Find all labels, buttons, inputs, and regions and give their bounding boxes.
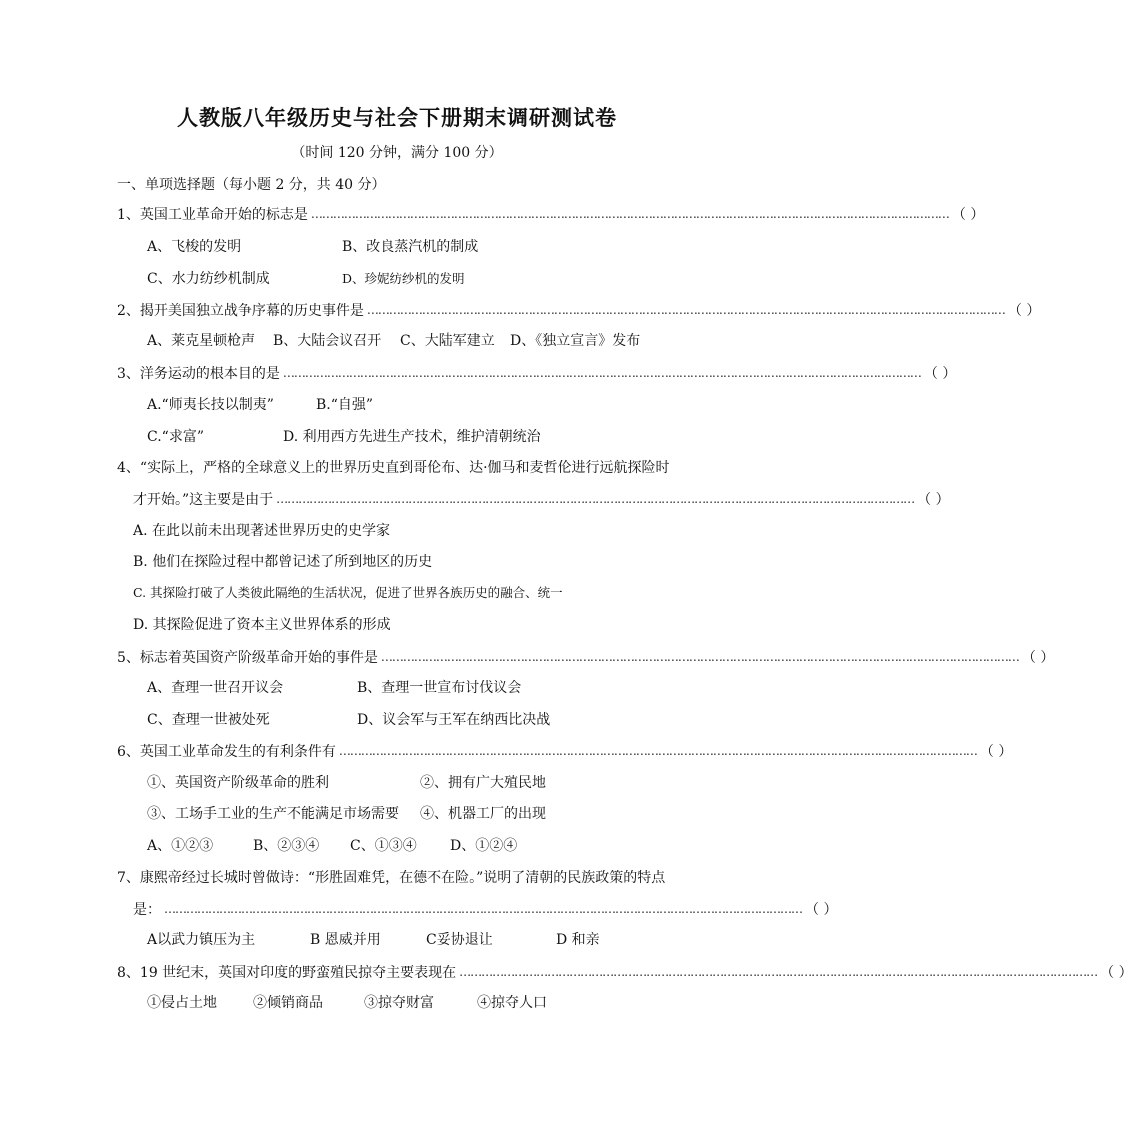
question-1-option-b: B、改良蒸汽机的制成 bbox=[342, 239, 479, 255]
question-4-option-d: D. 其探险促进了资本主义世界体系的形成 bbox=[133, 617, 391, 633]
question-8-stem: 8、19 世纪末，英国对印度的野蛮殖民掠夺主要表现在 ………………………………………………………………………………………………………………………………………………………… （ ） bbox=[117, 962, 675, 982]
leader-dots: ………………………………………………………………………………………………………………………………………………………… bbox=[338, 744, 977, 758]
leader-dots: ………………………………………………………………………………………………………………………………………………………… bbox=[380, 650, 1019, 664]
question-6-stem: 6、英国工业革命发生的有利条件有 ………………………………………………………………………………………………………………………………………………………… （ ） bbox=[117, 741, 675, 761]
question-3-option-d: D. 利用西方先进生产技术，维护清朝统治 bbox=[283, 429, 541, 445]
question-5-option-d: D、议会军与王军在纳西比决战 bbox=[357, 712, 551, 728]
question-7-option-b: B 恩威并用 bbox=[310, 932, 381, 948]
question-2-option-c: C、大陆军建立 bbox=[400, 333, 495, 349]
question-1-option-c: C、水力纺纱机制成 bbox=[147, 271, 270, 287]
question-3-option-a: A.“师夷长技以制夷” bbox=[147, 397, 274, 413]
question-6-option-c: C、①③④ bbox=[350, 838, 417, 854]
question-3-option-c: C.“求富” bbox=[147, 429, 204, 445]
question-4-stem-line-1: 4、“实际上，严格的全球意义上的世界历史直到哥伦布、达·伽马和麦哲伦进行远航探险时 bbox=[117, 460, 670, 476]
question-7-option-d: D 和亲 bbox=[556, 932, 600, 948]
question-8-item-1: ①侵占土地 bbox=[147, 995, 217, 1011]
question-7-option-a: A以武力镇压为主 bbox=[147, 932, 256, 948]
answer-blank: （ ） bbox=[1021, 650, 1055, 666]
question-6-item-3: ③、工场手工业的生产不能满足市场需要 bbox=[147, 806, 399, 822]
answer-blank: （ ） bbox=[923, 366, 957, 382]
question-4-stem-line-2: 才开始。”这主要是由于 ………………………………………………………………………………………………………………………………………………………… （ ） bbox=[133, 489, 675, 509]
leader-dots: ………………………………………………………………………………………………………………………………………………………… bbox=[459, 965, 1098, 979]
leader-dots: ………………………………………………………………………………………………………………………………………………………… bbox=[282, 366, 921, 380]
question-4-option-c: C. 其探险打破了人类彼此隔绝的生活状况，促进了世界各族历史的融合、统一 bbox=[133, 585, 563, 600]
question-6-option-a: A、①②③ bbox=[147, 838, 214, 854]
question-4-option-a: A. 在此以前未出现著述世界历史的史学家 bbox=[133, 523, 391, 539]
leader-dots: ………………………………………………………………………………………………………………………………………………………… bbox=[310, 207, 949, 221]
question-1-option-a: A、飞梭的发明 bbox=[147, 239, 242, 255]
question-5-option-a: A、查理一世召开议会 bbox=[147, 680, 284, 696]
question-3-stem: 3、洋务运动的根本目的是 ………………………………………………………………………………………………………………………………………………………… （ ） bbox=[117, 363, 665, 383]
answer-blank: （ ） bbox=[951, 207, 985, 223]
question-2-stem: 2、揭开美国独立战争序幕的历史事件是 ………………………………………………………………………………………………………………………………………………………… （ ） bbox=[117, 300, 665, 320]
leader-dots: ………………………………………………………………………………………………………………………………………………………… bbox=[164, 902, 802, 916]
question-1-option-d: D、珍妮纺纱机的发明 bbox=[342, 271, 465, 286]
section-heading: 一、单项选择题（每小题 2 分，共 40 分） bbox=[117, 177, 386, 193]
leader-dots: ………………………………………………………………………………………………………………………………………………………… bbox=[276, 492, 915, 506]
answer-blank: （ ） bbox=[917, 492, 950, 508]
question-5-stem: 5、标志着英国资产阶级革命开始的事件是 ………………………………………………………………………………………………………………………………………………………… （ ） bbox=[117, 647, 665, 667]
question-8-item-3: ③掠夺财富 bbox=[364, 995, 434, 1011]
answer-blank: （ ） bbox=[1007, 303, 1041, 319]
question-7-option-c: C妥协退让 bbox=[426, 932, 493, 948]
question-2-option-b: B、大陆会议召开 bbox=[273, 333, 382, 349]
question-6-item-2: ②、拥有广大殖民地 bbox=[420, 775, 546, 791]
question-5-option-b: B、查理一世宣布讨伐议会 bbox=[357, 680, 522, 696]
answer-blank: （ ） bbox=[1100, 965, 1133, 981]
question-7-stem-line-1: 7、康熙帝经过长城时曾做诗：“形胜固难凭，在德不在险。”说明了清朝的民族政策的特点 bbox=[117, 870, 666, 886]
question-3-option-b: B.“自强” bbox=[316, 397, 374, 413]
answer-blank: （ ） bbox=[979, 744, 1013, 760]
question-8-item-4: ④掠夺人口 bbox=[477, 995, 547, 1011]
page-subtitle: （时间 120 分钟，满分 100 分） bbox=[291, 145, 503, 161]
question-4-option-b: B. 他们在探险过程中都曾记述了所到地区的历史 bbox=[133, 554, 433, 570]
question-7-stem-line-2: 是： ………………………………………………………………………………………………………………………………………………………… （ ） bbox=[133, 899, 665, 919]
question-6-option-b: B、②③④ bbox=[253, 838, 320, 854]
question-2-option-d: D、《独立宣言》发布 bbox=[510, 333, 641, 349]
page-title: 人教版八年级历史与社会下册期末调研测试卷 bbox=[177, 105, 617, 130]
leader-dots: ………………………………………………………………………………………………………………………………………………………… bbox=[366, 303, 1005, 317]
question-6-option-d: D、①②④ bbox=[450, 838, 518, 854]
question-6-item-4: ④、机器工厂的出现 bbox=[420, 806, 546, 822]
question-2-option-a: A、莱克星顿枪声 bbox=[147, 333, 256, 349]
answer-blank: （ ） bbox=[805, 902, 838, 918]
question-1-stem: 1、英国工业革命开始的标志是 ………………………………………………………………………………………………………………………………………………………… （ ） bbox=[117, 204, 665, 224]
question-5-option-c: C、查理一世被处死 bbox=[147, 712, 270, 728]
question-6-item-1: ①、英国资产阶级革命的胜利 bbox=[147, 775, 329, 791]
question-8-item-2: ②倾销商品 bbox=[253, 995, 323, 1011]
